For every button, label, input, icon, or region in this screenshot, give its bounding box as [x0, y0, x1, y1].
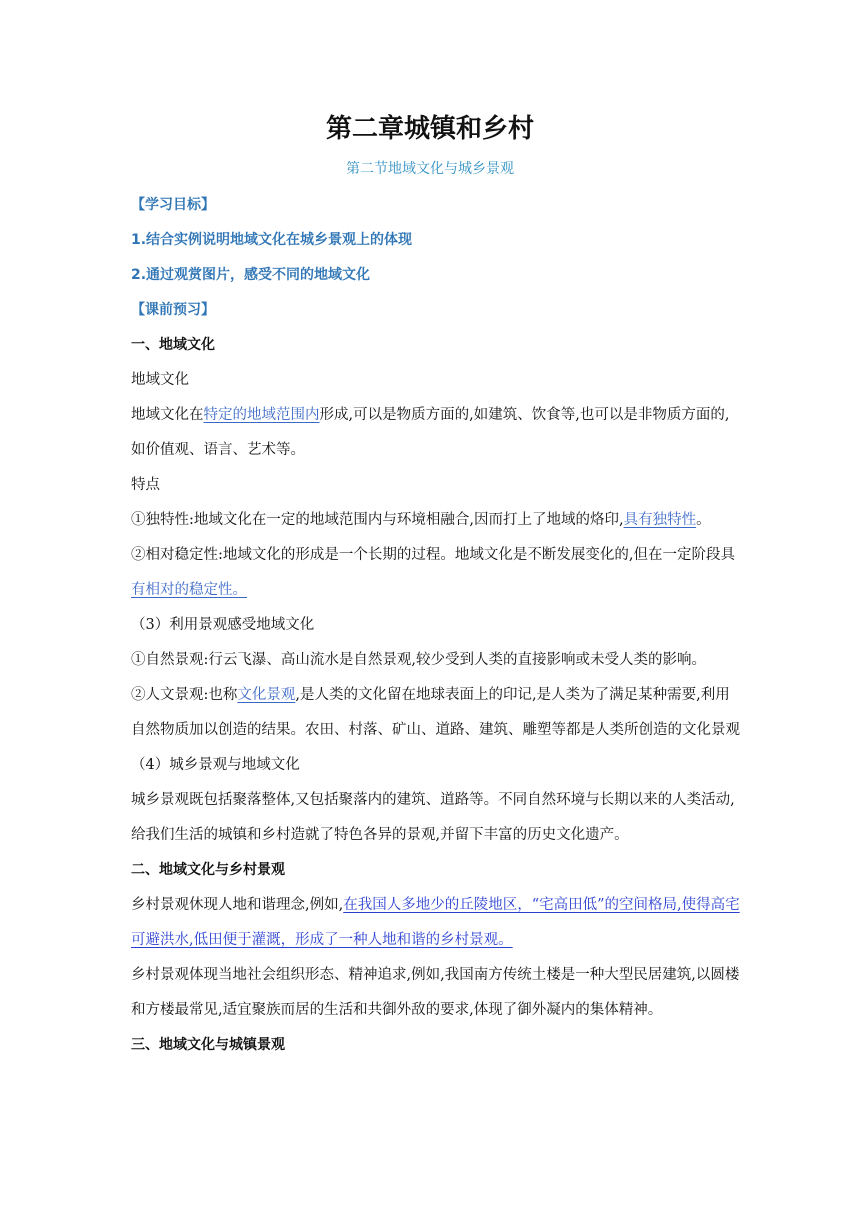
section-1-heading: 一、地域文化 — [131, 337, 215, 353]
document-body — [131, 188, 743, 1063]
rural-text-a: 乡村景观休现人地和谐理念,例如, — [131, 897, 344, 913]
learning-goal-2: 2.通过观赏图片，感受不同的地域文化 — [131, 267, 371, 283]
human-text-a: ②人文景观:也称 — [131, 687, 238, 703]
learning-goals-header: 【学习目标】 — [131, 197, 215, 213]
section-subtitle: 第二节地域文化与城乡景观 — [346, 161, 514, 177]
feature-2-link[interactable]: 有相对的稳定性。 — [131, 582, 247, 598]
urban-rural-subheading: （4）城乡景观与地域文化 — [131, 757, 300, 773]
section-3-heading: 三、地域文化与城镇景观 — [131, 1037, 285, 1053]
features-label: 特点 — [131, 477, 160, 493]
definition-text-a: 地域文化在 — [131, 407, 204, 423]
feature-1-text-b: 。 — [696, 512, 711, 528]
definition-paragraph — [131, 398, 743, 468]
section-2-heading: 二、地域文化与乡村景观 — [131, 862, 285, 878]
feature-2-text-a: ②相对稳定性:地域文化的形成是一个长期的过程。地域文化是不断发展变化的,但在一定阶段具 — [131, 547, 735, 563]
definition-link[interactable]: 特定的地域范围内 — [203, 407, 320, 423]
feature-1-link[interactable]: 具有独特性 — [623, 512, 697, 528]
feature-1-text-a: ①独特性:地域文化在一定的地域范围内与环境相融合,因而打上了地域的烙印, — [131, 512, 624, 528]
rural-link[interactable]: 在我国人多地少的丘陵地区，“宅高田低”的空间格局,使得高宅可避洪水,低田便于灌溉，形成了一种人地和谐的乡村景观。 — [131, 897, 740, 948]
landscape-subheading: （3）利用景观感受地域文化 — [131, 617, 315, 633]
definition-text-b: 形成,可以是物质方面的,如建筑、饮食等,也可以是非物质方面的,如价值观、语言、艺术等。 — [131, 407, 730, 458]
urban-rural-paragraph: 城乡景观既包括聚落整体,又包括聚落内的建筑、道路等。不同自然环境与长期以来的人类活动,给我们生活的城镇和乡村造就了特色各异的景观,并留下丰富的历史文化遗产。 — [131, 792, 735, 843]
rural-paragraph-1 — [131, 888, 743, 958]
section-1-sublabel: 地域文化 — [131, 372, 189, 388]
feature-stability — [131, 538, 743, 608]
chapter-title: 第二章城镇和乡村 — [325, 114, 534, 144]
natural-landscape: ①自然景观:行云飞瀑、高山流水是自然景观,较少受到人类的直接影响或未受人类的影响。 — [131, 652, 706, 668]
rural-paragraph-2: 乡村景观体现当地社会组织形态、精神追求,例如,我国南方传统土楼是一种大型民居建筑,以圆楼和方楼最常见,适宜聚族而居的生活和共御外敌的要求,体现了御外凝内的集体精神。 — [131, 967, 740, 1018]
human-link[interactable]: 文化景观 — [237, 687, 296, 703]
feature-uniqueness — [131, 503, 743, 538]
preview-header: 【课前预习】 — [131, 302, 215, 318]
human-text-b: ,是人类的文化留在地球表面上的印记,是人类为了满足某种需要,利用自然物质加以创造的结果。农田、村落、矿山、道路、建筑、雕塑等都是人类所创造的文化景观 — [131, 687, 740, 738]
human-landscape — [131, 678, 743, 748]
learning-goal-1: 1.结合实例说明地域文化在城乡景观上的体现 — [131, 232, 413, 248]
